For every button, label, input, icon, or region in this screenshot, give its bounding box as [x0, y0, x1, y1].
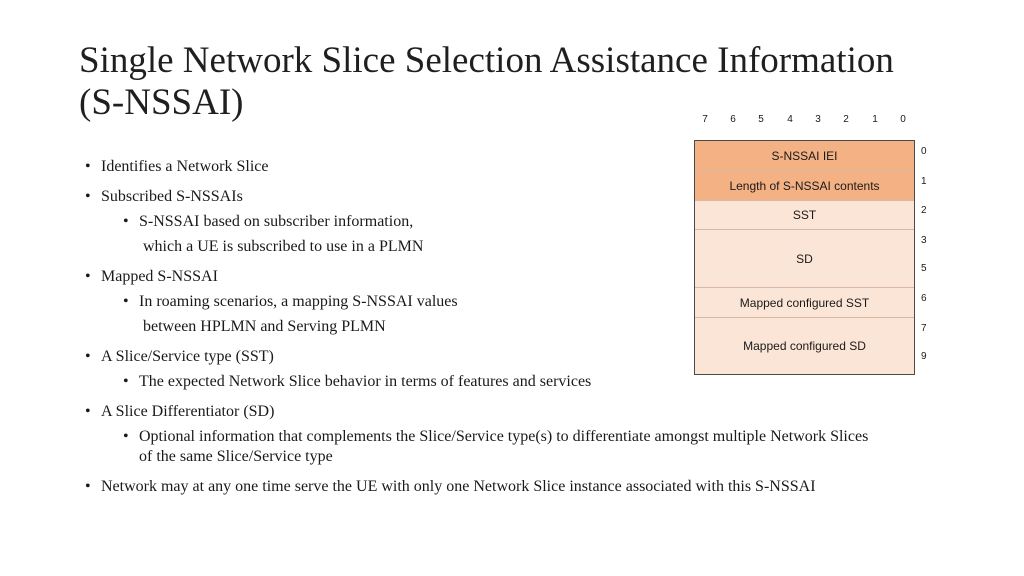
- bit-number: 7: [702, 114, 708, 125]
- octet-number: 1: [921, 176, 927, 187]
- sub-list-item-text: Optional information that complements the Slice/Service type(s) to differentiate amongst multiple Network Slices: [139, 428, 869, 445]
- field-sst: SST: [695, 201, 914, 230]
- field-mapped-sst: Mapped configured SST: [695, 288, 914, 318]
- octet-number: 7: [921, 323, 927, 334]
- sub-list-item-text: S-NSSAI based on subscriber information,: [139, 213, 414, 230]
- bullet-icon: •: [85, 158, 91, 175]
- sub-list-item-continuation: which a UE is subscribed to use in a PLMN: [143, 238, 424, 255]
- bit-number-header: [695, 114, 915, 130]
- field-s-nssai-iei: S-NSSAI IEI: [695, 141, 914, 171]
- sub-list-item-text: The expected Network Slice behavior in terms of features and services: [139, 373, 592, 390]
- octet-number: 2: [921, 205, 927, 216]
- bullet-icon: •: [85, 268, 91, 285]
- page-title-line-2: (S-NSSAI): [79, 82, 244, 123]
- bit-number: 3: [815, 114, 821, 125]
- sub-list-item-continuation: between HPLMN and Serving PLMN: [143, 318, 386, 335]
- octet-number: 5: [921, 263, 927, 274]
- list-item-text: Identifies a Network Slice: [101, 158, 269, 175]
- list-item-text: Network may at any one time serve the UE with only one Network Slice instance associated with this S-NSSAI: [101, 478, 816, 495]
- list-item-text: Mapped S-NSSAI: [101, 268, 218, 285]
- field-length: Length of S-NSSAI contents: [695, 171, 914, 201]
- list-item-text: A Slice Differentiator (SD): [101, 403, 275, 420]
- bullet-icon: •: [85, 188, 91, 205]
- sub-list-item-continuation: of the same Slice/Service type: [139, 448, 333, 465]
- octet-number: 0: [921, 146, 927, 157]
- field-sd: SD: [695, 230, 914, 288]
- bullet-icon: •: [123, 213, 129, 230]
- bullet-icon: •: [85, 403, 91, 420]
- bullet-icon: •: [123, 428, 129, 445]
- bit-number: 6: [730, 114, 736, 125]
- bit-number: 0: [900, 114, 906, 125]
- field-mapped-sd: Mapped configured SD: [695, 318, 914, 374]
- list-item-text: A Slice/Service type (SST): [101, 348, 274, 365]
- octet-number: 3: [921, 235, 927, 246]
- bit-number: 4: [787, 114, 793, 125]
- bit-number: 2: [843, 114, 849, 125]
- page-title-line-1: Single Network Slice Selection Assistance Information: [79, 40, 894, 81]
- list-item-text: Subscribed S-NSSAIs: [101, 188, 243, 205]
- bullet-icon: •: [123, 293, 129, 310]
- page-title: [79, 40, 979, 124]
- octet-number: 6: [921, 293, 927, 304]
- bullet-icon: •: [85, 478, 91, 495]
- octet-number: 9: [921, 351, 927, 362]
- bit-number: 5: [758, 114, 764, 125]
- sub-list-item-text: In roaming scenarios, a mapping S-NSSAI values: [139, 293, 458, 310]
- bullet-icon: •: [85, 348, 91, 365]
- s-nssai-field-diagram: [694, 140, 915, 375]
- bit-number: 1: [872, 114, 878, 125]
- bullet-icon: •: [123, 373, 129, 390]
